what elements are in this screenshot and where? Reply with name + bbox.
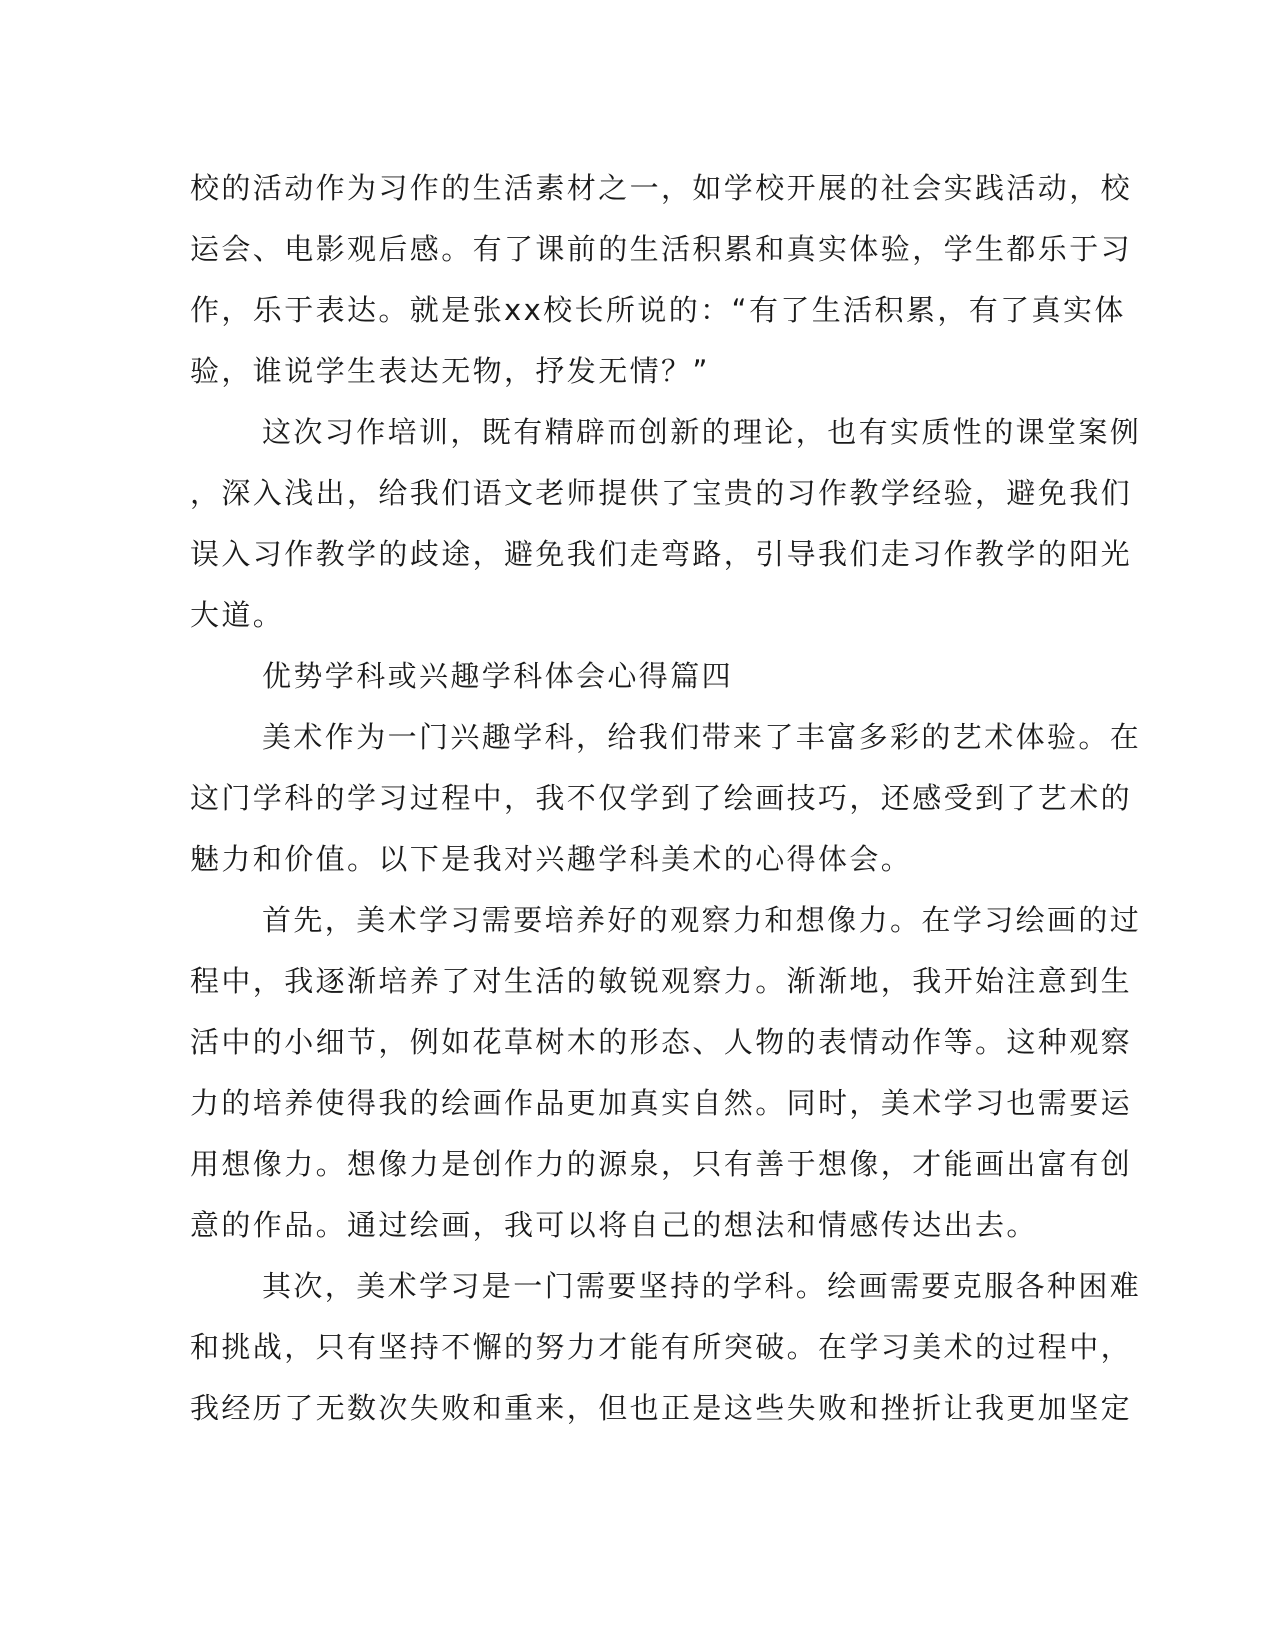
section-heading: 优势学科或兴趣学科体会心得篇四	[262, 659, 734, 693]
text-line: 用想像力。想像力是创作力的源泉，只有善于想像，才能画出富有创	[190, 1147, 1133, 1181]
text-line: 程中，我逐渐培养了对生活的敏锐观察力。渐渐地，我开始注意到生	[190, 964, 1133, 998]
document-body	[190, 158, 1142, 1439]
text-line: 校的活动作为习作的生活素材之一，如学校开展的社会实践活动，校	[190, 171, 1133, 205]
text-line: 首先，美术学习需要培养好的观察力和想像力。在学习绘画的过	[262, 903, 1142, 937]
text-line: 力的培养使得我的绘画作品更加真实自然。同时，美术学习也需要运	[190, 1086, 1133, 1120]
text-line: 和挑战，只有坚持不懈的努力才能有所突破。在学习美术的过程中，	[190, 1330, 1133, 1364]
text-line: 运会、电影观后感。有了课前的生活积累和真实体验，学生都乐于习	[190, 232, 1133, 266]
text-line: 误入习作教学的歧途，避免我们走弯路，引导我们走习作教学的阳光	[190, 537, 1133, 571]
text-line: 我经历了无数次失败和重来，但也正是这些失败和挫折让我更加坚定	[190, 1391, 1133, 1425]
text-line: 这次习作培训，既有精辟而创新的理论，也有实质性的课堂案例	[262, 415, 1142, 449]
text-line: ，深入浅出，给我们语文老师提供了宝贵的习作教学经验，避免我们	[190, 476, 1133, 510]
text-line: 美术作为一门兴趣学科，给我们带来了丰富多彩的艺术体验。在	[262, 720, 1142, 754]
text-line: 活中的小细节，例如花草树木的形态、人物的表情动作等。这种观察	[190, 1025, 1133, 1059]
text-line: 验，谁说学生表达无物，抒发无情？”	[190, 354, 710, 388]
text-line: 作，乐于表达。就是张xx校长所说的：“有了生活积累，有了真实体	[190, 293, 1126, 327]
text-line: 大道。	[190, 598, 285, 632]
text-line: 魅力和价值。以下是我对兴趣学科美术的心得体会。	[190, 842, 913, 876]
text-line: 意的作品。通过绘画，我可以将自己的想法和情感传达出去。	[190, 1208, 1038, 1242]
text-line: 其次，美术学习是一门需要坚持的学科。绘画需要克服各种困难	[262, 1269, 1142, 1303]
text-line: 这门学科的学习过程中，我不仅学到了绘画技巧，还感受到了艺术的	[190, 781, 1133, 815]
